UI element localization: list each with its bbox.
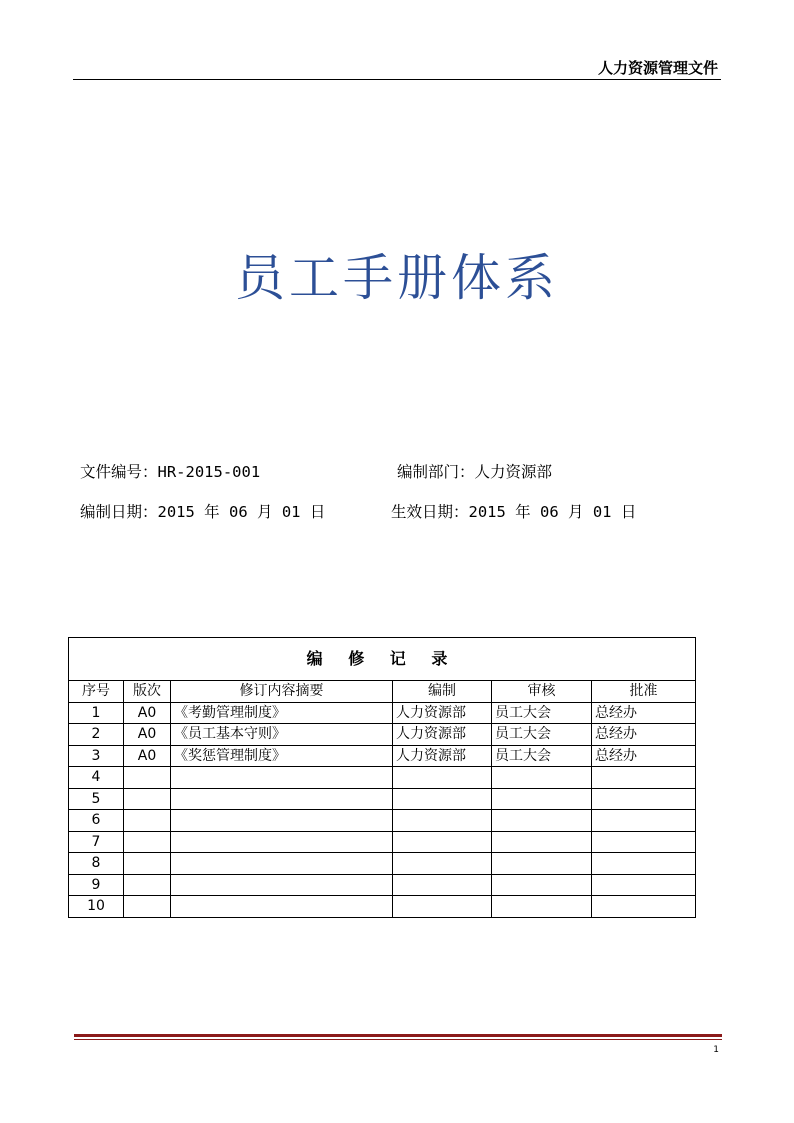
footer-rule-thick bbox=[74, 1034, 722, 1037]
column-header: 批准 bbox=[592, 681, 696, 703]
row-reviewer bbox=[492, 788, 592, 810]
row-author: 人力资源部 bbox=[393, 745, 492, 767]
row-author bbox=[393, 767, 492, 789]
column-header: 版次 bbox=[124, 681, 171, 703]
row-number: 7 bbox=[69, 831, 124, 853]
row-approver bbox=[592, 874, 696, 896]
row-author bbox=[393, 896, 492, 918]
row-reviewer bbox=[492, 896, 592, 918]
created-date-value: 2015 年 06 月 01 日 bbox=[157, 503, 326, 521]
row-summary bbox=[171, 788, 393, 810]
row-version bbox=[124, 874, 171, 896]
row-author: 人力资源部 bbox=[393, 724, 492, 746]
row-approver bbox=[592, 788, 696, 810]
footer-rule-thin bbox=[74, 1039, 722, 1040]
row-reviewer: 员工大会 bbox=[492, 745, 592, 767]
row-version bbox=[124, 767, 171, 789]
doc-number-line bbox=[80, 460, 260, 482]
row-approver: 总经办 bbox=[592, 724, 696, 746]
department-label: 编制部门： bbox=[397, 463, 475, 481]
header-text: 人力资源管理文件 bbox=[597, 59, 718, 77]
effective-date-value: 2015 年 06 月 01 日 bbox=[468, 503, 637, 521]
row-summary bbox=[171, 810, 393, 832]
table-row bbox=[69, 874, 696, 896]
row-reviewer bbox=[492, 831, 592, 853]
row-summary: 《员工基本守则》 bbox=[171, 724, 393, 746]
row-version bbox=[124, 831, 171, 853]
row-summary bbox=[171, 896, 393, 918]
row-reviewer: 员工大会 bbox=[492, 702, 592, 724]
table-row bbox=[69, 745, 696, 767]
row-number: 5 bbox=[69, 788, 124, 810]
effective-date-label: 生效日期： bbox=[391, 503, 469, 521]
row-approver bbox=[592, 810, 696, 832]
row-version bbox=[124, 810, 171, 832]
row-number: 4 bbox=[69, 767, 124, 789]
row-number: 6 bbox=[69, 810, 124, 832]
row-version: A0 bbox=[124, 724, 171, 746]
row-summary bbox=[171, 874, 393, 896]
header-rule bbox=[73, 79, 721, 80]
revision-table-header-row bbox=[69, 681, 696, 703]
table-row bbox=[69, 896, 696, 918]
revision-table bbox=[68, 637, 696, 918]
row-version bbox=[124, 788, 171, 810]
row-number: 8 bbox=[69, 853, 124, 875]
row-version bbox=[124, 896, 171, 918]
row-author bbox=[393, 874, 492, 896]
row-number: 10 bbox=[69, 896, 124, 918]
department-line bbox=[397, 460, 552, 482]
revision-table-caption: 编 修 记 录 bbox=[69, 638, 696, 681]
row-version bbox=[124, 853, 171, 875]
table-row bbox=[69, 853, 696, 875]
row-approver bbox=[592, 767, 696, 789]
table-row bbox=[69, 788, 696, 810]
row-version: A0 bbox=[124, 745, 171, 767]
row-number: 2 bbox=[69, 724, 124, 746]
row-reviewer bbox=[492, 874, 592, 896]
row-summary bbox=[171, 853, 393, 875]
column-header: 编制 bbox=[393, 681, 492, 703]
effective-date-line bbox=[391, 500, 636, 522]
table-row bbox=[69, 831, 696, 853]
document-title: 员工手册体系 bbox=[235, 249, 559, 307]
row-summary bbox=[171, 831, 393, 853]
table-row bbox=[69, 702, 696, 724]
department-value: 人力资源部 bbox=[474, 463, 553, 481]
row-reviewer: 员工大会 bbox=[492, 724, 592, 746]
row-approver bbox=[592, 853, 696, 875]
table-row bbox=[69, 724, 696, 746]
row-number: 9 bbox=[69, 874, 124, 896]
row-version: A0 bbox=[124, 702, 171, 724]
row-summary bbox=[171, 767, 393, 789]
column-header: 审核 bbox=[492, 681, 592, 703]
row-reviewer bbox=[492, 767, 592, 789]
table-row bbox=[69, 767, 696, 789]
column-header: 序号 bbox=[69, 681, 124, 703]
row-reviewer bbox=[492, 853, 592, 875]
row-approver: 总经办 bbox=[592, 745, 696, 767]
doc-number-value: HR-2015-001 bbox=[157, 463, 261, 481]
row-number: 3 bbox=[69, 745, 124, 767]
table-row bbox=[69, 810, 696, 832]
row-reviewer bbox=[492, 810, 592, 832]
created-date-line bbox=[80, 500, 325, 522]
row-author bbox=[393, 831, 492, 853]
doc-number-label: 文件编号： bbox=[80, 463, 158, 481]
page-number: 1 bbox=[713, 1045, 719, 1055]
row-summary: 《考勤管理制度》 bbox=[171, 702, 393, 724]
column-header: 修订内容摘要 bbox=[171, 681, 393, 703]
created-date-label: 编制日期： bbox=[80, 503, 158, 521]
revision-table-body bbox=[69, 702, 696, 917]
row-approver: 总经办 bbox=[592, 702, 696, 724]
row-author bbox=[393, 788, 492, 810]
row-author: 人力资源部 bbox=[393, 702, 492, 724]
row-number: 1 bbox=[69, 702, 124, 724]
row-approver bbox=[592, 831, 696, 853]
row-summary: 《奖惩管理制度》 bbox=[171, 745, 393, 767]
row-author bbox=[393, 853, 492, 875]
row-author bbox=[393, 810, 492, 832]
row-approver bbox=[592, 896, 696, 918]
